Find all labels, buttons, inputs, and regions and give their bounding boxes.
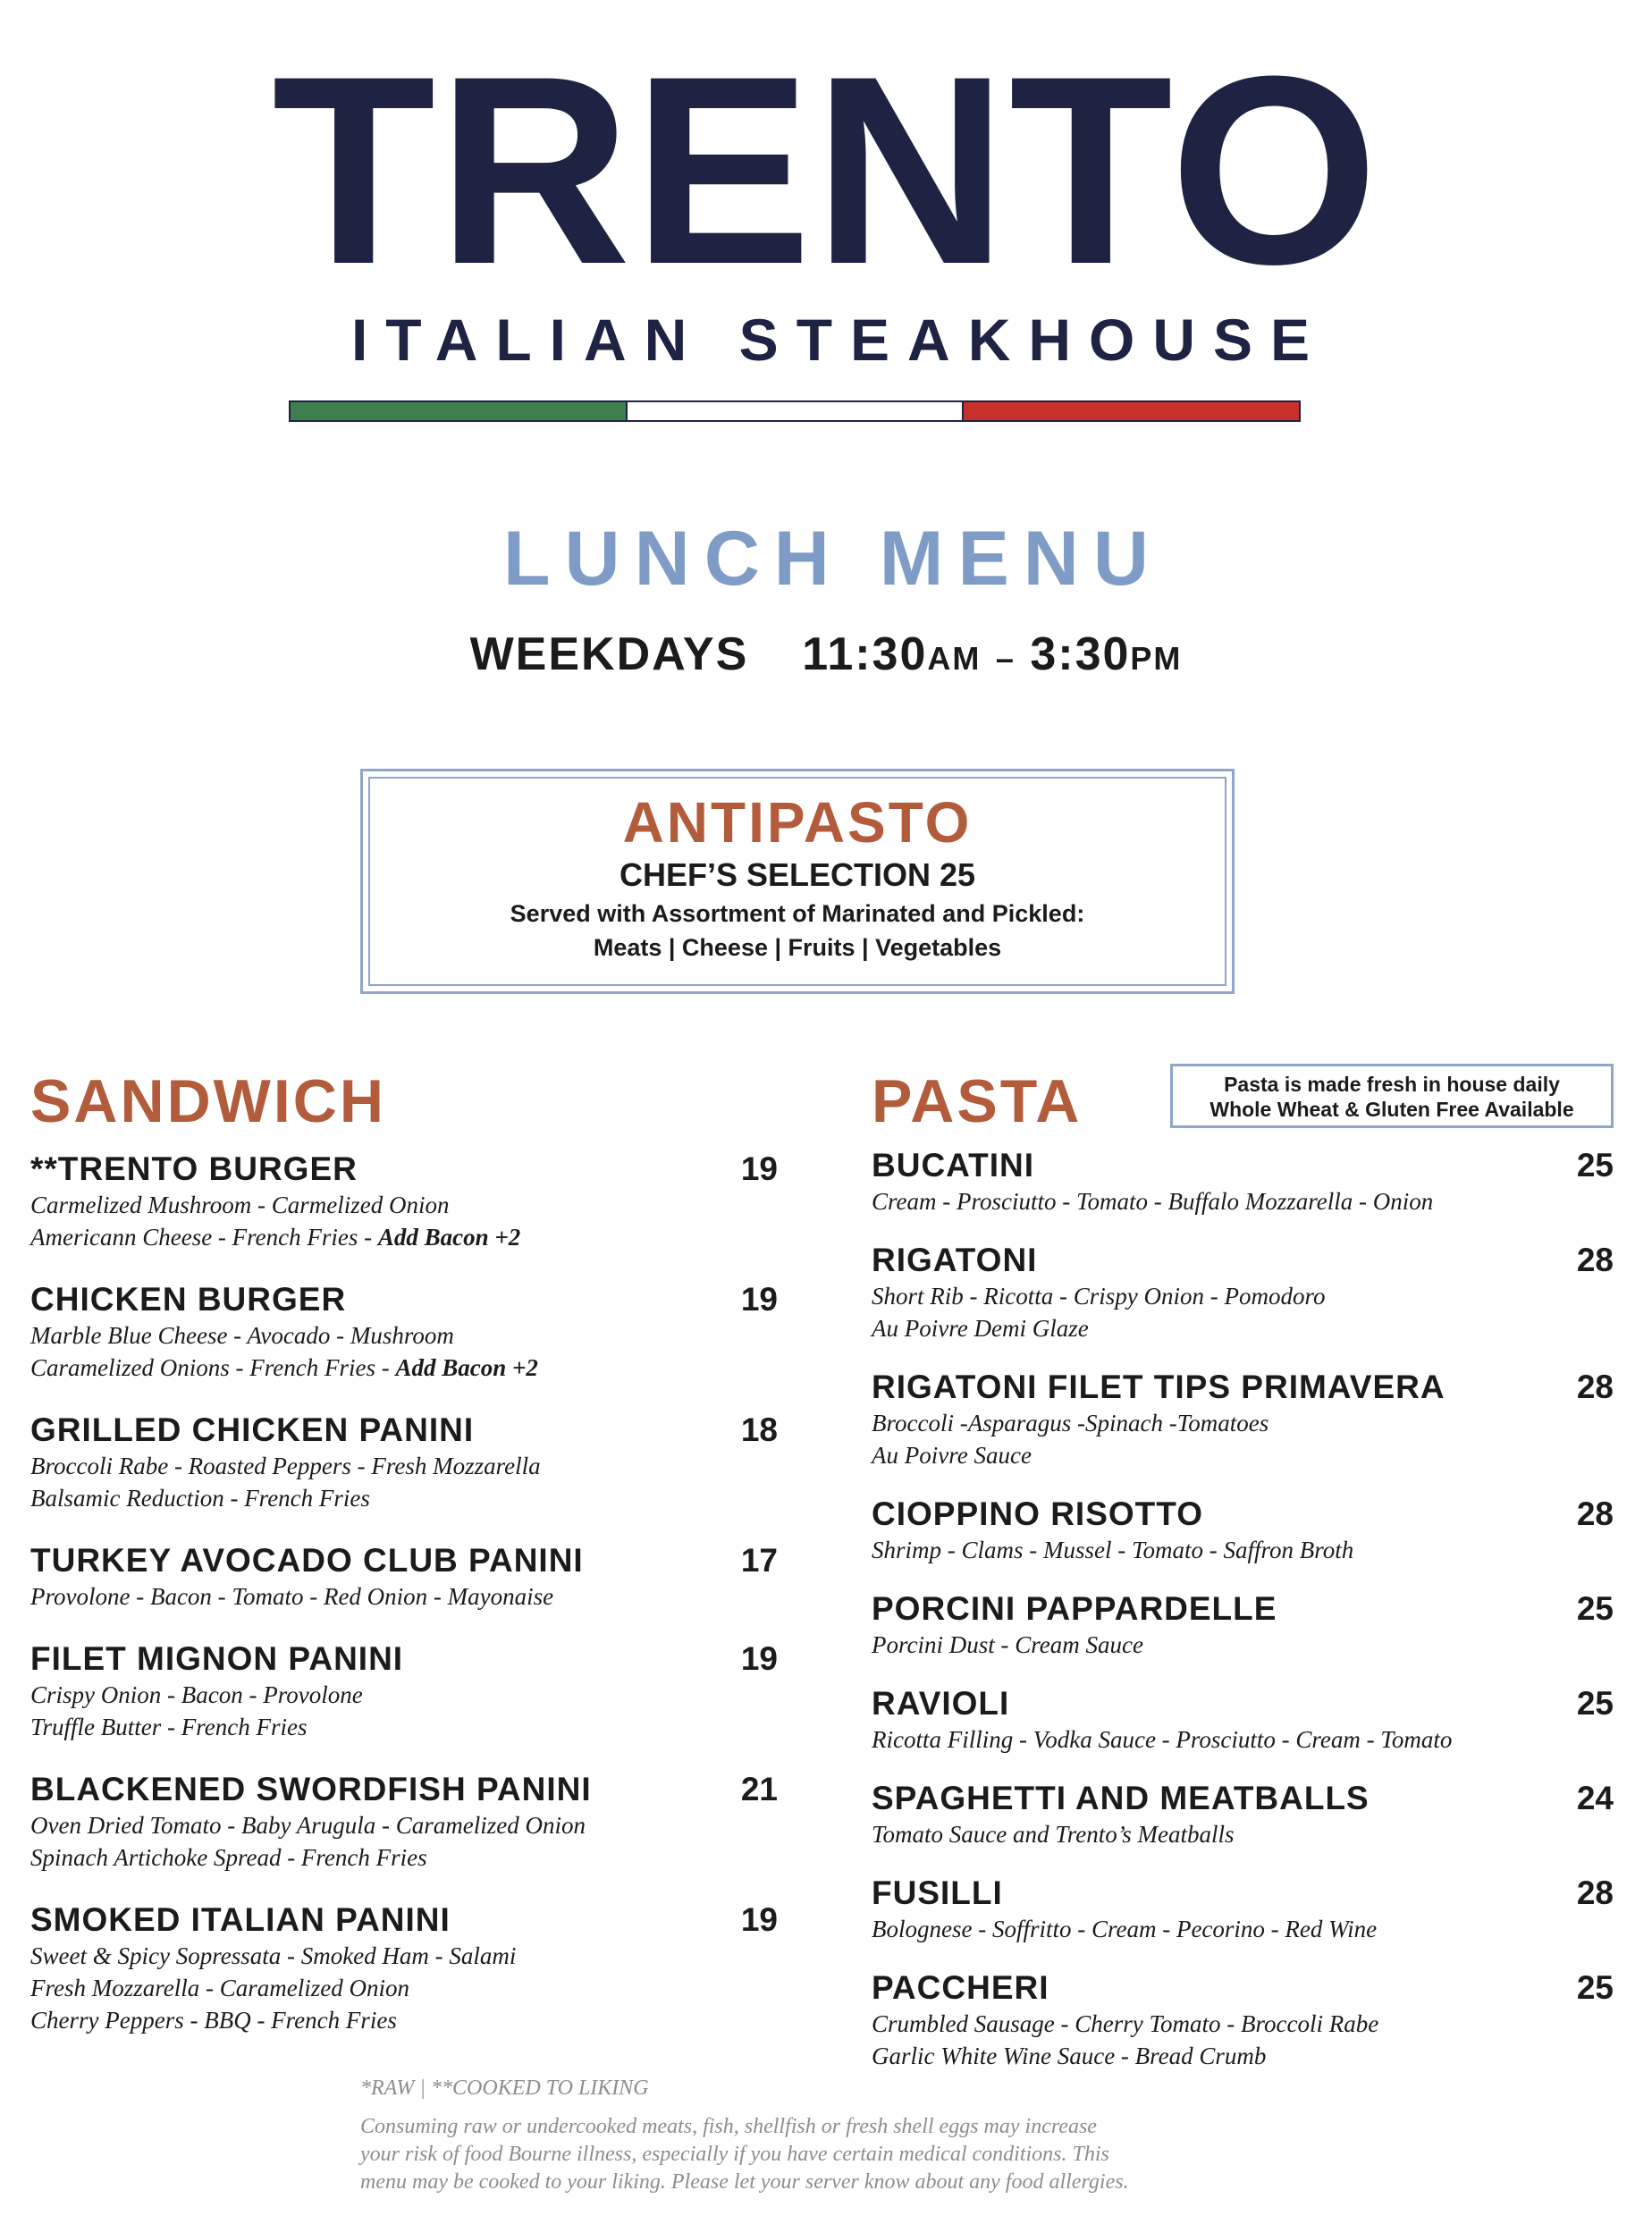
menu-title: LUNCH MENU	[502, 516, 1164, 602]
item-name: SPAGHETTI AND MEATBALLS	[872, 1780, 1370, 1816]
menu-item	[872, 1368, 1614, 1471]
menu-hours	[0, 626, 1652, 687]
item-price: 25	[1576, 1590, 1614, 1627]
item-description: Broccoli Rabe - Roasted Peppers - Fresh Mozzarella	[30, 1453, 541, 1479]
item-description: Cherry Peppers - BBQ - French Fries	[30, 2007, 397, 2034]
item-name: RAVIOLI	[872, 1685, 1010, 1722]
item-name: **TRENTO BURGER	[30, 1150, 358, 1187]
item-description: Shrimp - Clams - Mussel - Tomato - Saffron Broth	[872, 1537, 1354, 1563]
item-name: RIGATONI	[872, 1242, 1038, 1278]
add-bacon-note: Add Bacon +2	[377, 1224, 521, 1251]
antipasto-categories: Meats | Cheese | Fruits | Vegetables	[593, 934, 1002, 961]
item-name: SMOKED ITALIAN PANINI	[30, 1901, 451, 1938]
item-price: 25	[1576, 1685, 1614, 1722]
menu-item	[872, 1779, 1614, 1850]
item-description: Ricotta Filling - Vodka Sauce - Prosciutto - Cream - Tomato	[872, 1726, 1453, 1753]
warning-line: menu may be cooked to your liking. Please let your server know about any food allergies.	[360, 2170, 1129, 2194]
flag-white-stripe	[626, 402, 965, 420]
item-description: Porcini Dust - Cream Sauce	[872, 1631, 1143, 1658]
item-name: BLACKENED SWORDFISH PANINI	[30, 1771, 592, 1807]
item-description: Crumbled Sausage - Cherry Tomato - Broccoli Rabe	[872, 2010, 1379, 2037]
item-description: Tomato Sauce and Trento’s Meatballs	[872, 1821, 1235, 1848]
logo-subtitle: ITALIAN STEAKHOUSE	[350, 307, 1328, 373]
item-name: PORCINI PAPPARDELLE	[872, 1590, 1277, 1627]
antipasto-box	[360, 769, 1235, 994]
menu-item	[872, 1495, 1614, 1566]
item-price: 19	[740, 1901, 778, 1938]
hours-start: 11:30	[802, 628, 928, 680]
flag-green-stripe	[291, 402, 626, 420]
item-description: Broccoli -Asparagus -Spinach -Tomatoes	[872, 1410, 1269, 1436]
item-description: Au Poivre Sauce	[872, 1442, 1032, 1469]
raw-cooked-legend: *RAW | **COOKED TO LIKING	[360, 2077, 649, 2100]
item-description: Fresh Mozzarella - Caramelized Onion	[30, 1975, 409, 2001]
menu-item	[30, 1900, 778, 2036]
item-description: Garlic White Wine Sauce - Bread Crumb	[872, 2043, 1267, 2069]
item-price: 28	[1576, 1242, 1614, 1278]
item-price: 25	[1576, 1147, 1614, 1184]
item-price: 28	[1576, 1369, 1614, 1405]
item-description: Au Poivre Demi Glaze	[872, 1315, 1089, 1342]
item-name: TURKEY AVOCADO CLUB PANINI	[30, 1542, 584, 1579]
flag-red-stripe	[964, 402, 1299, 420]
item-description: Carmelized Mushroom - Carmelized Onion	[30, 1192, 450, 1218]
menu-item	[872, 1589, 1614, 1661]
pasta-note-line: Pasta is made fresh in house daily	[1224, 1073, 1560, 1096]
item-description: Short Rib - Ricotta - Crispy Onion - Pomodoro	[872, 1283, 1326, 1310]
item-description: Caramelized Onions - French Fries - Add Bacon +2	[30, 1354, 538, 1381]
menu-item	[872, 1874, 1614, 1945]
item-name: RIGATONI FILET TIPS PRIMAVERA	[872, 1369, 1446, 1405]
warning-line: Consuming raw or undercooked meats, fish, shellfish or fresh shell eggs may increase	[360, 2115, 1097, 2138]
sandwich-section-title: SANDWICH	[30, 1067, 386, 1135]
item-name: CHICKEN BURGER	[30, 1281, 347, 1318]
footer-disclaimer	[360, 2072, 1254, 2196]
item-name: GRILLED CHICKEN PANINI	[30, 1411, 475, 1448]
item-name: FILET MIGNON PANINI	[30, 1640, 404, 1677]
antipasto-selection: CHEF’S SELECTION 25	[619, 856, 976, 893]
antipasto-description: Served with Assortment of Marinated and Pickled:	[510, 900, 1085, 927]
menu-item	[872, 1241, 1614, 1344]
warning-line: your risk of food Bourne illness, especially if you have certain medical conditions. This	[360, 2143, 1109, 2166]
menu-item	[30, 1639, 778, 1743]
item-price: 28	[1576, 1874, 1614, 1911]
item-description: Crispy Onion - Bacon - Provolone	[30, 1681, 363, 1708]
logo-title: TRENTO	[272, 20, 1380, 320]
item-description: Truffle Butter - French Fries	[30, 1714, 308, 1740]
item-description: Provolone - Bacon - Tomato - Red Onion - Mayonaise	[30, 1583, 554, 1610]
item-price: 19	[740, 1640, 778, 1677]
item-price: 19	[740, 1281, 778, 1318]
pasta-section-title: PASTA	[872, 1067, 1083, 1135]
hours-days: WEEKDAYS	[469, 628, 749, 680]
menu-item	[30, 1411, 778, 1514]
pasta-note-box	[1170, 1064, 1614, 1128]
item-name: PACCHERI	[872, 1969, 1049, 2006]
hours-dash: –	[995, 640, 1016, 677]
item-price: 28	[1576, 1495, 1614, 1532]
menu-item	[872, 1968, 1614, 2072]
menu-item	[30, 1541, 778, 1613]
item-description: Bolognese - Soffritto - Cream - Pecorino - Red Wine	[872, 1916, 1378, 1942]
item-description: Balsamic Reduction - French Fries	[30, 1485, 370, 1512]
item-price: 24	[1576, 1780, 1614, 1816]
pasta-list	[872, 1146, 1614, 2095]
hours-start-suffix: AM	[927, 640, 982, 677]
menu-item	[30, 1280, 778, 1384]
add-bacon-note: Add Bacon +2	[395, 1354, 538, 1381]
item-price: 19	[740, 1150, 778, 1187]
item-price: 18	[740, 1411, 778, 1448]
item-price: 17	[740, 1542, 778, 1579]
pasta-note-line: Whole Wheat & Gluten Free Available	[1210, 1098, 1574, 1121]
item-description: Cream - Prosciutto - Tomato - Buffalo Mozzarella - Onion	[872, 1188, 1434, 1215]
item-name: BUCATINI	[872, 1147, 1035, 1184]
item-name: CIOPPINO RISOTTO	[872, 1495, 1203, 1532]
antipasto-inner-frame	[368, 777, 1226, 986]
sandwich-list	[30, 1150, 778, 2063]
item-description: Marble Blue Cheese - Avocado - Mushroom	[30, 1322, 454, 1349]
menu-item	[872, 1684, 1614, 1756]
italian-flag-bar	[289, 400, 1301, 422]
hours-end: 3:30	[1030, 628, 1131, 680]
menu-item	[872, 1146, 1614, 1217]
menu-item	[30, 1150, 778, 1253]
hours-end-suffix: PM	[1130, 640, 1183, 677]
item-description: Americann Cheese - French Fries - Add Bacon +2	[30, 1224, 521, 1251]
menu-item	[30, 1770, 778, 1874]
item-name: FUSILLI	[872, 1874, 1003, 1911]
item-price: 21	[740, 1771, 778, 1807]
item-description: Spinach Artichoke Spread - French Fries	[30, 1844, 427, 1871]
item-description: Oven Dried Tomato - Baby Arugula - Caramelized Onion	[30, 1812, 586, 1839]
item-price: 25	[1576, 1969, 1614, 2006]
antipasto-title: ANTIPASTO	[622, 790, 973, 855]
item-description: Sweet & Spicy Sopressata - Smoked Ham - Salami	[30, 1942, 517, 1969]
food-safety-warning	[360, 2113, 1254, 2196]
